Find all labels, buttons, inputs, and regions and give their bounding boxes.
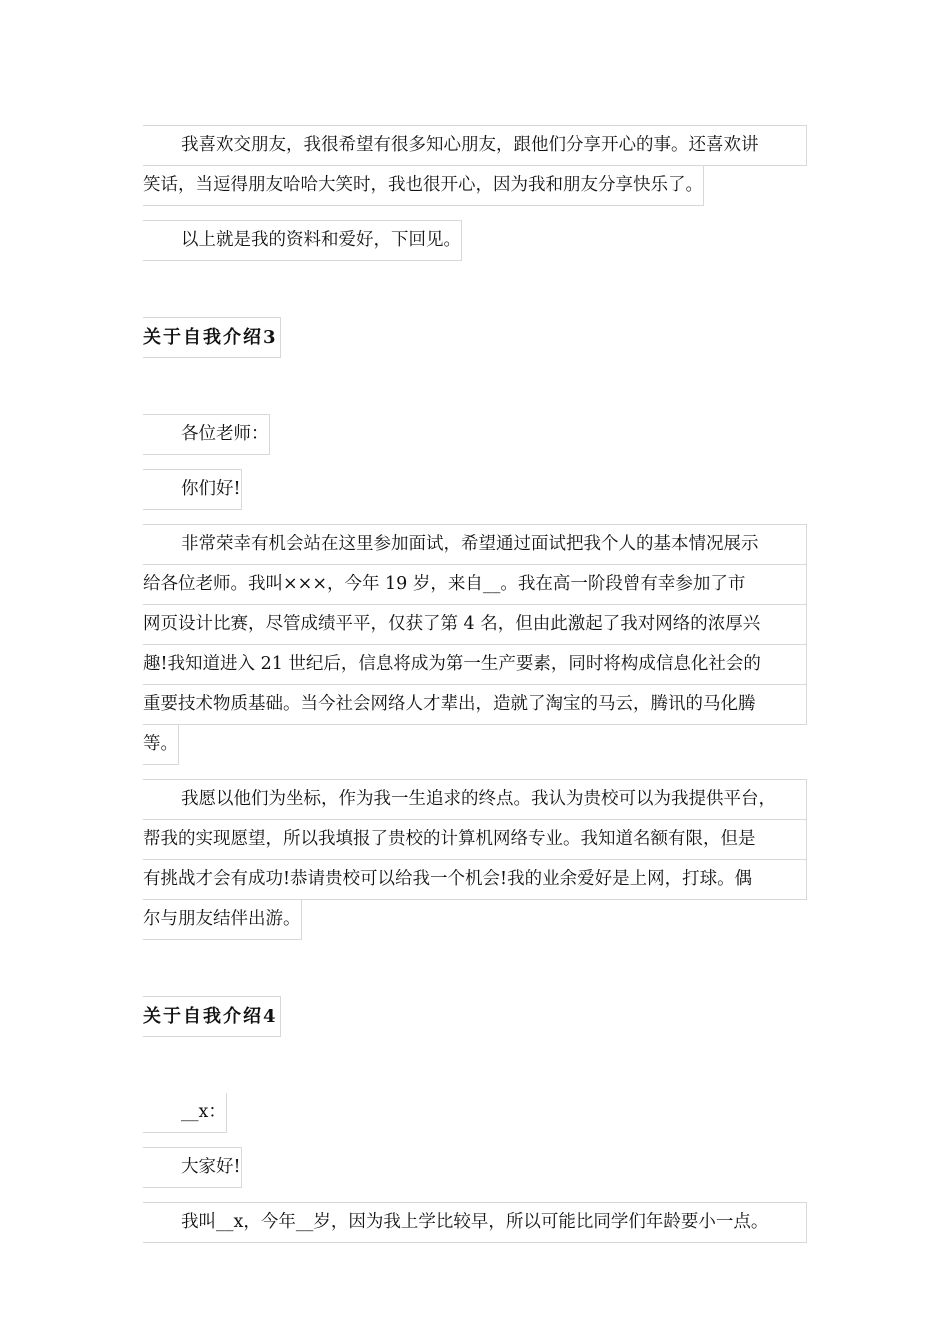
- text-line: __x：: [143, 1093, 227, 1133]
- text-line: 有挑战才会有成功!恭请贵校可以给我一个机会!我的业余爱好是上网，打球。偶: [143, 860, 807, 900]
- text-line: 尔与朋友结伴出游。: [143, 900, 302, 940]
- text-line: 网页设计比赛，尽管成绩平平，仅获了第 4 名，但由此激起了我对网络的浓厚兴: [143, 605, 807, 645]
- text-line: 笑话，当逗得朋友哈哈大笑时，我也很开心，因为我和朋友分享快乐了。: [143, 166, 704, 206]
- text-line: 大家好!: [143, 1147, 242, 1188]
- text-line: 各位老师：: [143, 414, 270, 455]
- text-line: 给各位老师。我叫×××，今年 19 岁，来自__。我在高一阶段曾有幸参加了市: [143, 565, 807, 605]
- text-line: 重要技术物质基础。当今社会网络人才辈出，造就了淘宝的马云，腾讯的马化腾: [143, 685, 807, 725]
- paragraph-closing: [143, 220, 807, 261]
- text-line: 我叫__x，今年__岁，因为我上学比较早，所以可能比同学们年龄要小一点。: [143, 1202, 807, 1243]
- paragraph-self-intro: [143, 1202, 807, 1243]
- text-line: 以上就是我的资料和爱好，下回见。: [143, 220, 462, 261]
- paragraph-hobbies: [143, 125, 807, 206]
- text-line: 非常荣幸有机会站在这里参加面试，希望通过面试把我个人的基本情况展示: [143, 524, 807, 565]
- text-line: 趣!我知道进入 21 世纪后，信息将成为第一生产要素，同时将构成信息化社会的: [143, 645, 807, 685]
- salutation-3: [143, 414, 807, 455]
- paragraph-interview-intro: [143, 524, 807, 765]
- section-heading-4: 关于自我介绍4: [143, 996, 281, 1037]
- salutation-4: [143, 1093, 807, 1133]
- greeting-4: [143, 1147, 807, 1188]
- paragraph-goals: [143, 779, 807, 940]
- text-line: 我愿以他们为坐标，作为我一生追求的终点。我认为贵校可以为我提供平台，: [143, 779, 807, 820]
- text-line: 你们好!: [143, 469, 242, 510]
- document-body: [143, 125, 807, 1243]
- text-line: 我喜欢交朋友，我很希望有很多知心朋友，跟他们分享开心的事。还喜欢讲: [143, 125, 807, 166]
- greeting-3: [143, 469, 807, 510]
- section-heading-3: 关于自我介绍3: [143, 317, 281, 358]
- text-line: 等。: [143, 725, 179, 765]
- text-line: 帮我的实现愿望，所以我填报了贵校的计算机网络专业。我知道名额有限，但是: [143, 820, 807, 860]
